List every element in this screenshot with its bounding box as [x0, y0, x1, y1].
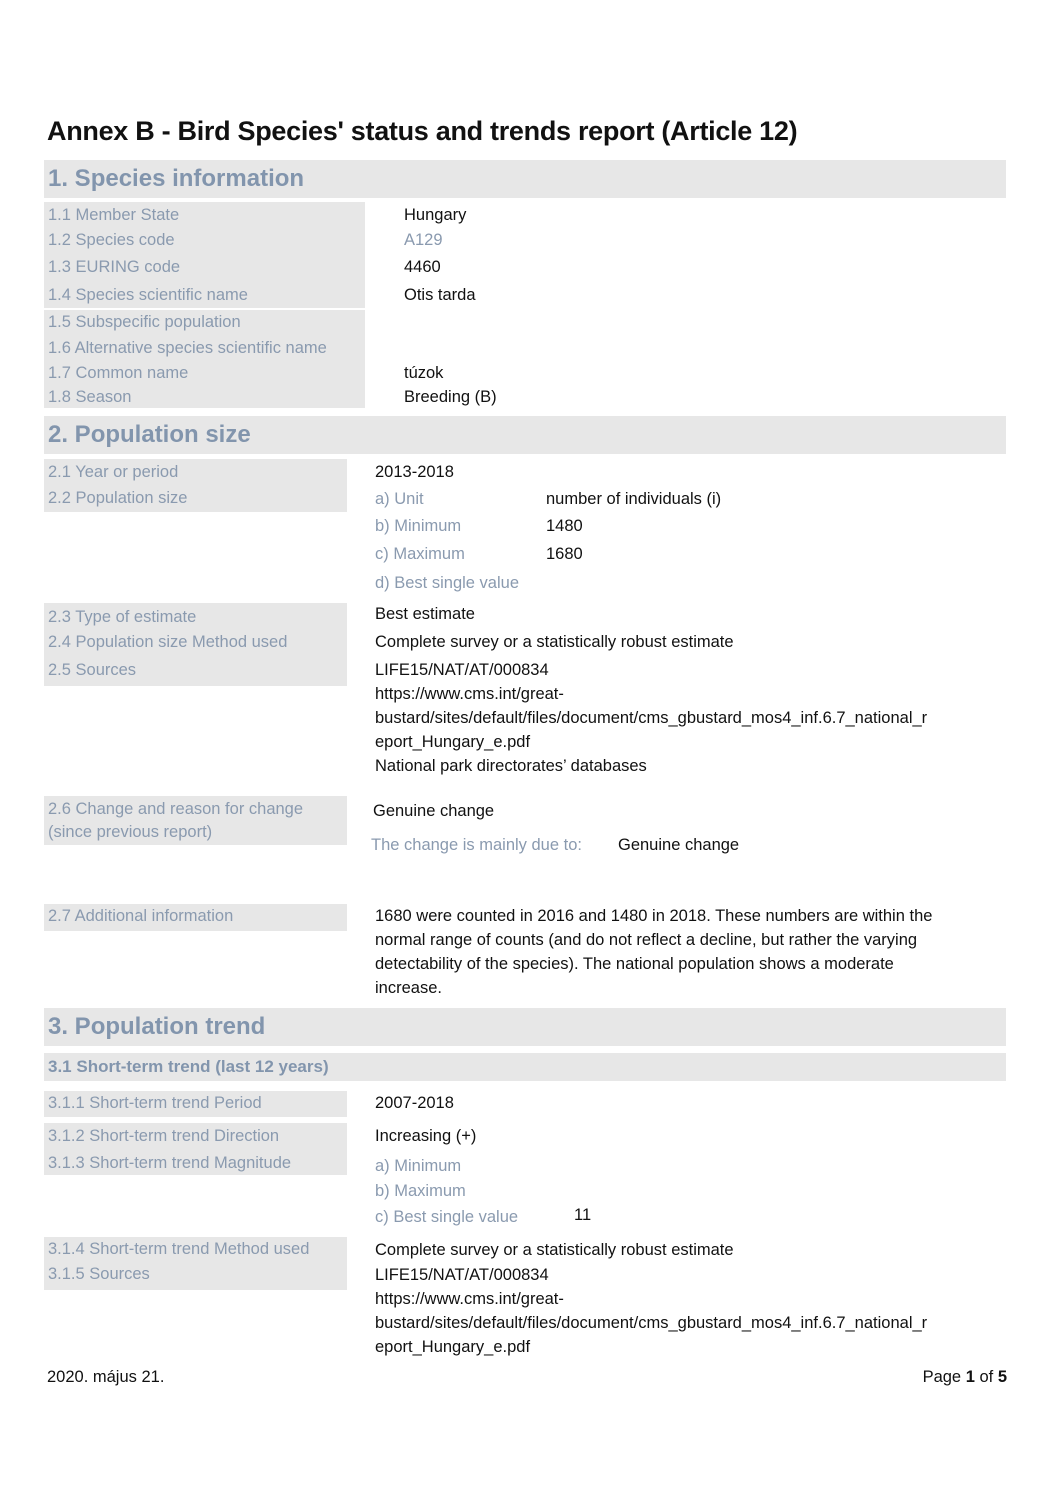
minimum-value: 1480	[546, 517, 583, 535]
euring-code-value: 4460	[404, 258, 441, 276]
magnitude-best-value-label: c) Best single value	[375, 1208, 519, 1226]
additional-information-line: increase.	[375, 979, 442, 997]
subsection-title: 3.1 Short-term trend (last 12 years)	[48, 1057, 329, 1076]
sources-line: eport_Hungary_e.pdf	[375, 733, 531, 751]
season-value: Breeding (B)	[404, 388, 497, 406]
sources-line: https://www.cms.int/great-	[375, 685, 564, 703]
magnitude-best-value: 11	[574, 1206, 592, 1224]
common-name-label: 1.7 Common name	[48, 364, 189, 382]
change-reason-label: The change is mainly due to:	[371, 836, 582, 854]
member-state-label: 1.1 Member State	[48, 206, 180, 224]
additional-information-line: 1680 were counted in 2016 and 1480 in 2018. These numbers are within the	[375, 907, 933, 925]
change-label: 2.6 Change and reason for change	[48, 800, 304, 818]
magnitude-maximum-label: b) Maximum	[375, 1182, 466, 1200]
document-title: Annex B - Bird Species' status and trends report (Article 12)	[47, 116, 798, 146]
short-term-period-label: 3.1.1 Short-term trend Period	[48, 1094, 262, 1112]
page-number	[923, 1368, 1007, 1387]
maximum-value: 1680	[546, 545, 583, 563]
method-used-label: 2.4 Population size Method used	[48, 633, 288, 651]
page-prefix: Page	[922, 1368, 966, 1386]
change-reason-value: Genuine change	[618, 836, 740, 854]
sources-line: National park directorates’ databases	[375, 757, 647, 775]
subsection-header-short-term-trend	[44, 1053, 1006, 1081]
short-term-sources-line: eport_Hungary_e.pdf	[375, 1338, 531, 1356]
short-term-sources-line: bustard/sites/default/files/document/cms_gbustard_mos4_inf.6.7_national_r	[375, 1314, 928, 1332]
best-single-value-label: d) Best single value	[375, 574, 519, 592]
sources-line: bustard/sites/default/files/document/cms_gbustard_mos4_inf.6.7_national_r	[375, 709, 928, 727]
type-of-estimate-label: 2.3 Type of estimate	[48, 608, 197, 626]
short-term-sources-label: 3.1.5 Sources	[48, 1265, 150, 1283]
short-term-sources-line: LIFE15/NAT/AT/000834	[375, 1266, 549, 1284]
section-title: 1. Species information	[48, 165, 305, 192]
page-total: 5	[997, 1368, 1007, 1386]
page-current: 1	[965, 1368, 975, 1386]
section-header-population-size	[44, 416, 1006, 454]
method-used-value: Complete survey or a statistically robust estimate	[375, 633, 734, 651]
scientific-name-value: Otis tarda	[404, 286, 476, 304]
short-term-direction-value: Increasing (+)	[375, 1127, 477, 1145]
member-state-value: Hungary	[404, 206, 467, 224]
unit-label: a) Unit	[375, 490, 424, 508]
minimum-label: b) Minimum	[375, 517, 462, 535]
season-label: 1.8 Season	[48, 388, 132, 406]
euring-code-label: 1.3 EURING code	[48, 258, 181, 276]
unit-value: number of individuals (i)	[546, 490, 722, 508]
maximum-label: c) Maximum	[375, 545, 465, 563]
sources-label: 2.5 Sources	[48, 661, 137, 679]
year-period-label: 2.1 Year or period	[48, 463, 179, 481]
short-term-period-value: 2007-2018	[375, 1094, 454, 1112]
section-title: 3. Population trend	[48, 1013, 266, 1040]
change-label-sub: (since previous report)	[48, 823, 213, 841]
subspecific-population-label: 1.5 Subspecific population	[48, 313, 241, 331]
additional-information-line: detectability of the species). The national population shows a moderate	[375, 955, 894, 973]
additional-information-label: 2.7 Additional information	[48, 907, 234, 925]
sources-line: LIFE15/NAT/AT/000834	[375, 661, 549, 679]
type-of-estimate-value: Best estimate	[375, 605, 475, 623]
common-name-value: túzok	[404, 364, 444, 382]
additional-information-line: normal range of counts (and do not reflect a decline, but rather the varying	[375, 931, 918, 949]
page-of: of	[974, 1368, 998, 1386]
magnitude-minimum-label: a) Minimum	[375, 1157, 462, 1175]
short-term-sources-line: https://www.cms.int/great-	[375, 1290, 564, 1308]
short-term-method-label: 3.1.4 Short-term trend Method used	[48, 1240, 310, 1258]
scientific-name-label: 1.4 Species scientific name	[48, 286, 248, 304]
short-term-direction-label: 3.1.2 Short-term trend Direction	[48, 1127, 280, 1145]
year-period-value: 2013-2018	[375, 463, 454, 481]
short-term-magnitude-label: 3.1.3 Short-term trend Magnitude	[48, 1154, 292, 1172]
section-header-population-trend	[44, 1008, 1006, 1046]
species-code-label: 1.2 Species code	[48, 231, 175, 249]
short-term-method-value: Complete survey or a statistically robust estimate	[375, 1241, 734, 1259]
change-value: Genuine change	[373, 802, 495, 820]
section-title: 2. Population size	[48, 421, 251, 448]
population-size-label: 2.2 Population size	[48, 489, 188, 507]
footer-date: 2020. május 21.	[47, 1368, 165, 1386]
species-code-value: A129	[404, 231, 443, 249]
alternative-name-label: 1.6 Alternative species scientific name	[48, 339, 327, 357]
section-header-species-information	[44, 160, 1006, 198]
